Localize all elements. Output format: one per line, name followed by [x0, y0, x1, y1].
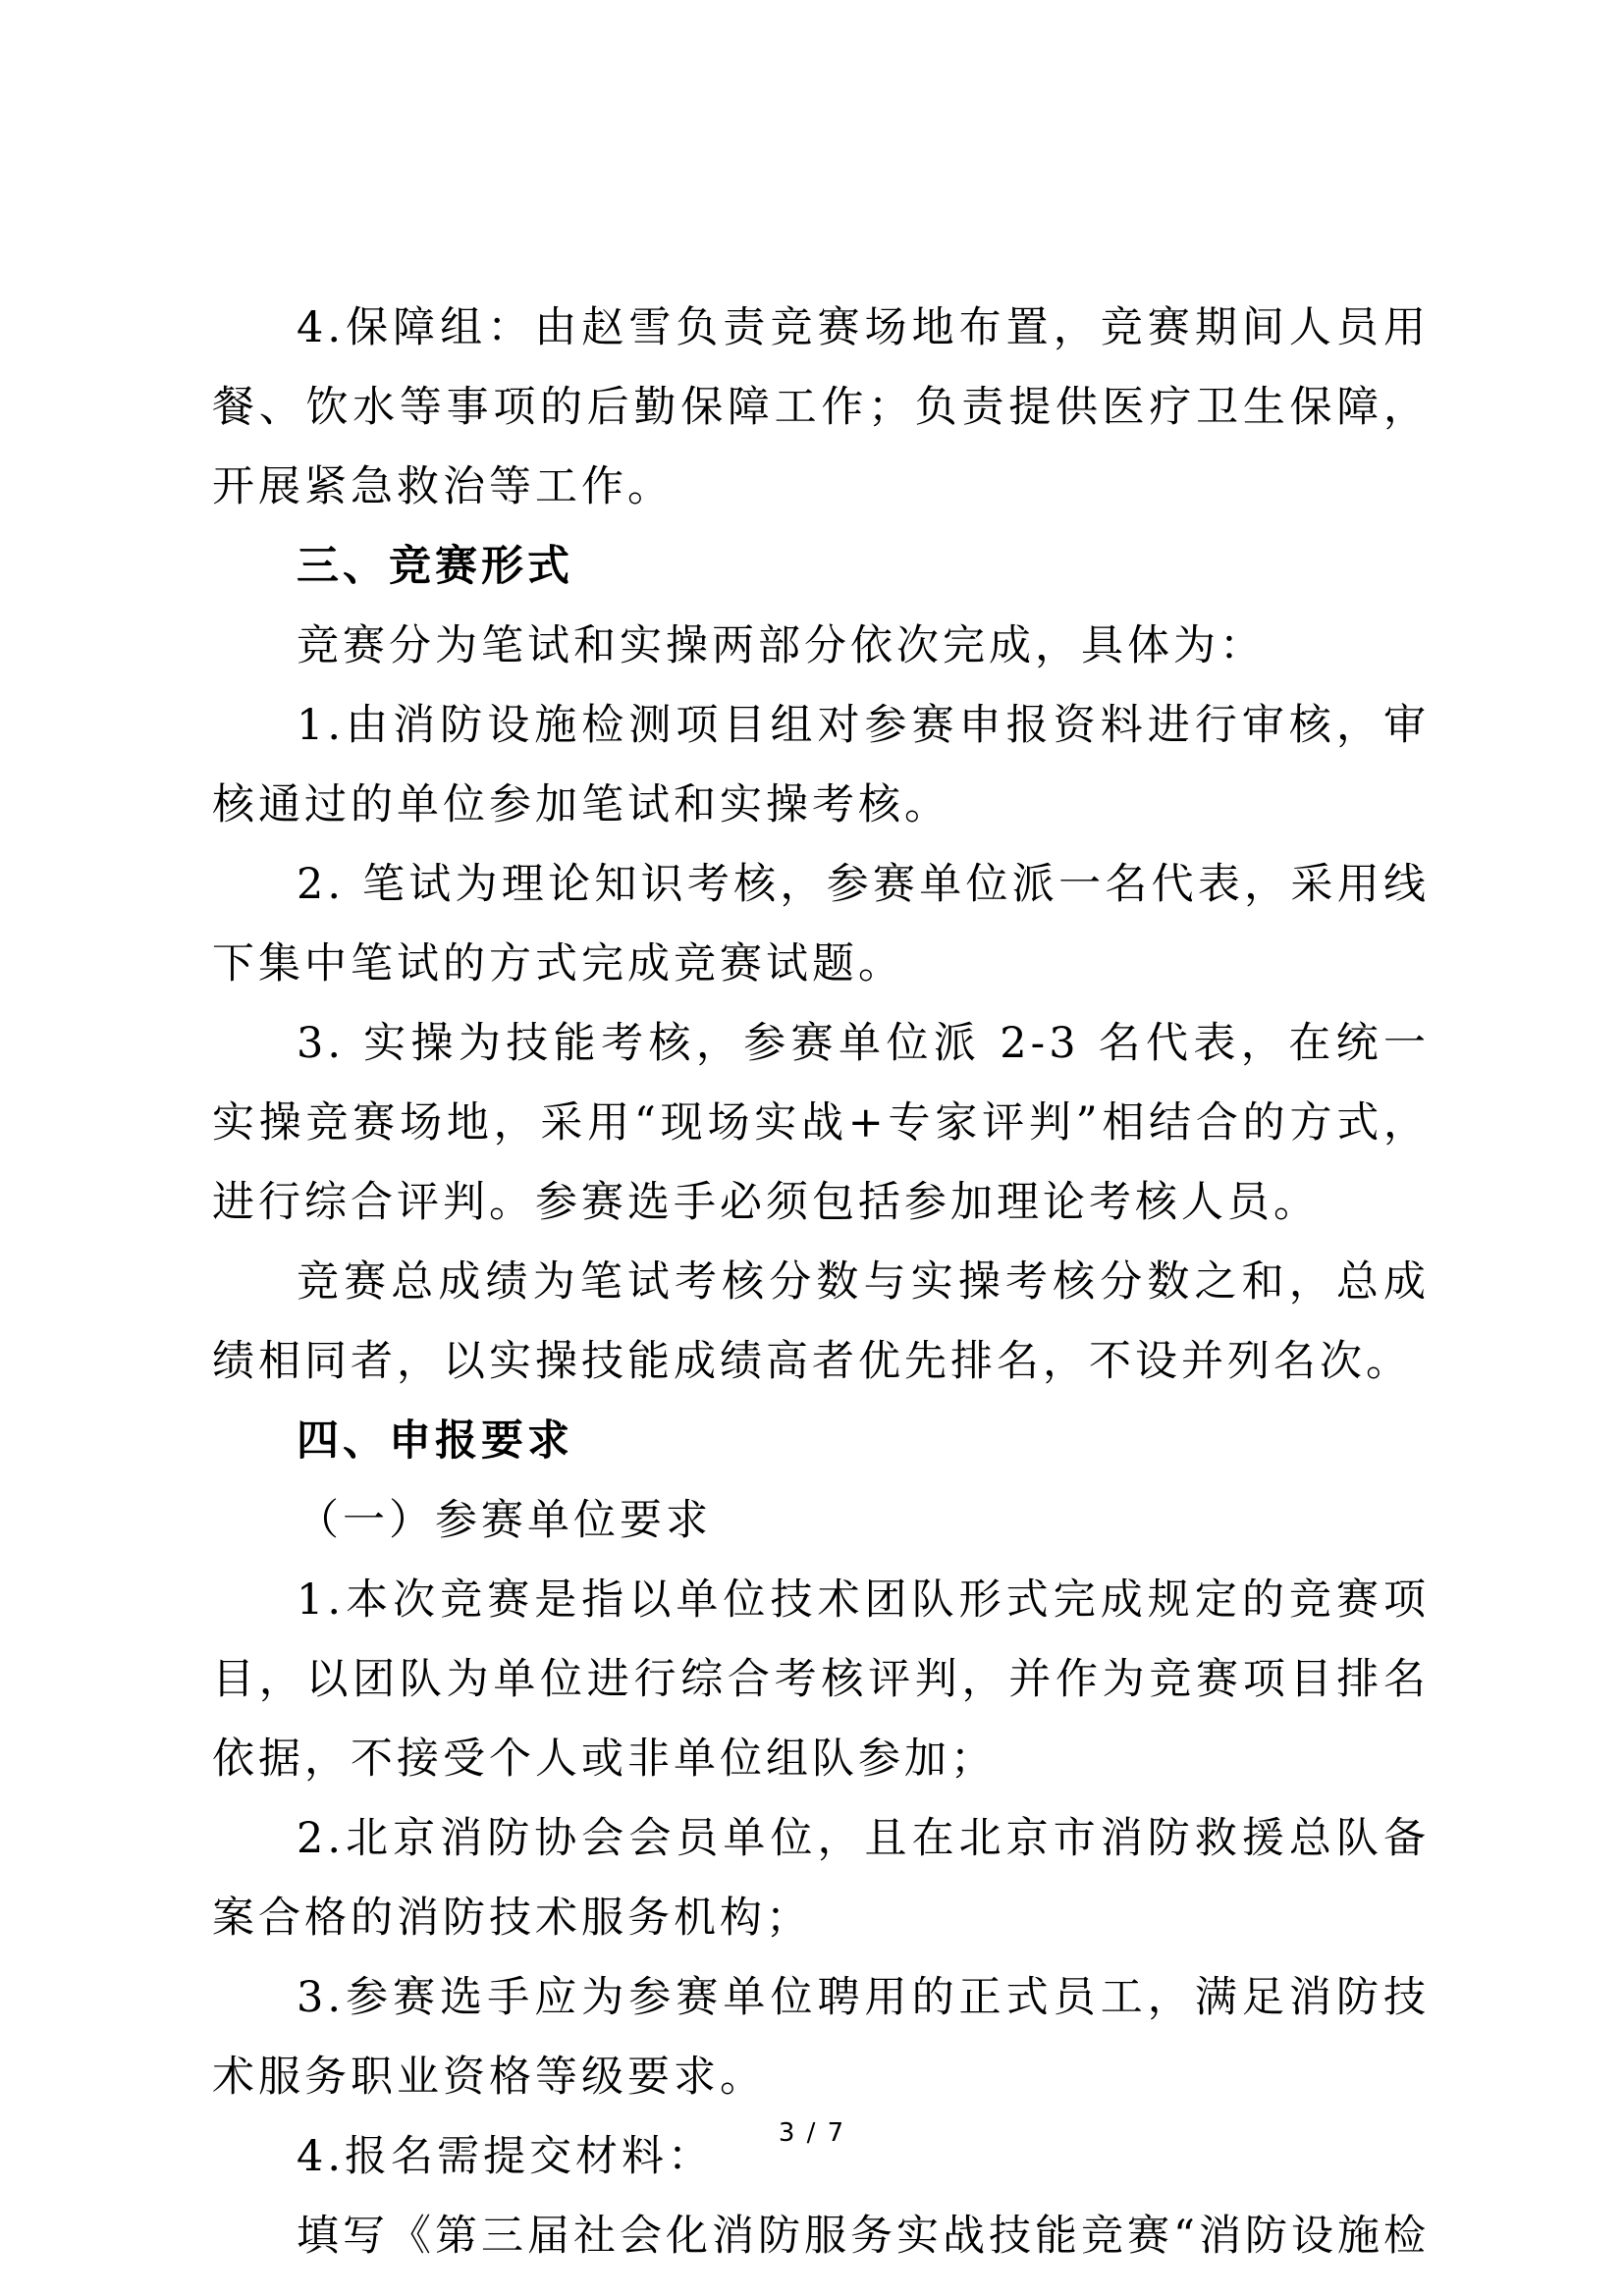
section-heading-application-requirements: 四、申报要求 — [297, 1416, 573, 1466]
paragraph-guarantee-group: 4.保障组：由赵雪负责竞赛场地布置，竞赛期间人员用餐、饮水等事项的后勤保障工作；负责提供医疗卫生保障，开展紧急救治等工作。 — [212, 303, 1430, 511]
section-heading-competition-format: 三、竞赛形式 — [297, 542, 573, 591]
paragraph-format-review: 1.由消防设施检测项目组对参赛申报资料进行审核，审核通过的单位参加笔试和实操考核。 — [212, 701, 1430, 829]
paragraph-total-score: 竞赛总成绩为笔试考核分数与实操考核分数之和，总成绩相同者，以实操技能成绩高者优先排名，不设并列名次。 — [212, 1257, 1430, 1386]
page-number: 3 / 7 — [778, 2118, 846, 2148]
paragraph-requirement-membership: 2.北京消防协会会员单位，且在北京市消防救援总队备案合格的消防技术服务机构； — [212, 1814, 1430, 1943]
paragraph-format-intro: 竞赛分为笔试和实操两部分依次完成，具体为： — [297, 621, 1266, 670]
paragraph-requirement-materials: 4.报名需提交材料： — [297, 2132, 715, 2181]
paragraph-requirement-employees: 3.参赛选手应为参赛单位聘用的正式员工，满足消防技术服务职业资格等级要求。 — [212, 1973, 1430, 2102]
paragraph-fill-form: 填写《第三届社会化消防服务实战技能竞赛“消防设施检 — [297, 2212, 1430, 2261]
subsection-heading-unit-requirements: （一）参赛单位要求 — [297, 1496, 712, 1545]
paragraph-format-written-exam: 2. 笔试为理论知识考核，参赛单位派一名代表，采用线下集中笔试的方式完成竞赛试题。 — [212, 860, 1430, 988]
page-body — [212, 289, 1430, 2276]
paragraph-format-practical-exam: 3. 实操为技能考核，参赛单位派 2-3 名代表，在统一实操竞赛场地，采用“现场实战+专家评判”相结合的方式，进行综合评判。参赛选手必须包括参加理论考核人员。 — [212, 1019, 1430, 1227]
paragraph-requirement-team: 1.本次竞赛是指以单位技术团队形式完成规定的竞赛项目，以团队为单位进行综合考核评判，并作为竞赛项目排名依据，不接受个人或非单位组队参加； — [212, 1575, 1430, 1784]
